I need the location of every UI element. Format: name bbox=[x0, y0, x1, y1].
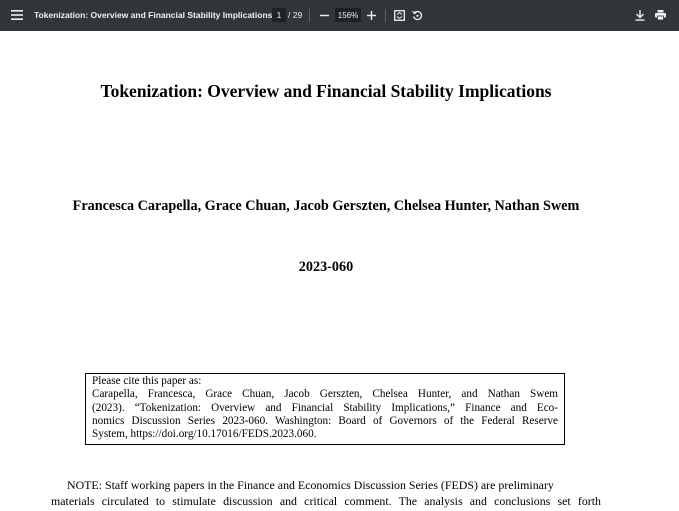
zoom-in-button[interactable] bbox=[364, 8, 378, 22]
feds-note bbox=[51, 477, 601, 509]
page-total: / 29 bbox=[288, 10, 303, 20]
divider bbox=[385, 9, 386, 22]
page-number-input[interactable] bbox=[272, 8, 286, 22]
print-button[interactable] bbox=[653, 8, 667, 22]
zoom-out-button[interactable] bbox=[317, 8, 331, 22]
citation-line: Carapella, Francesca, Grace Chuan, Jacob Gerszten, Chelsea Hunter, and Nathan Swem bbox=[92, 388, 558, 401]
plus-icon bbox=[367, 11, 376, 20]
rotate-icon bbox=[412, 10, 423, 21]
pdf-toolbar bbox=[0, 0, 679, 31]
document-title: Tokenization: Overview and Financial Stability Implications bbox=[34, 10, 273, 20]
paper-title: Tokenization: Overview and Financial Stability Implications bbox=[100, 81, 552, 101]
menu-icon bbox=[11, 10, 23, 20]
menu-button[interactable] bbox=[9, 7, 25, 23]
download-icon bbox=[635, 10, 645, 21]
minus-icon bbox=[320, 11, 329, 20]
fit-page-icon bbox=[394, 10, 405, 21]
divider bbox=[309, 9, 310, 22]
citation-line: Please cite this paper as: bbox=[92, 375, 202, 387]
note-line: materials circulated to stimulate discussion and critical comment. The analysis and conclusions set forth bbox=[51, 494, 601, 508]
fit-to-page-button[interactable] bbox=[392, 8, 406, 22]
zoom-level-input[interactable] bbox=[335, 8, 361, 22]
report-number: 2023-060 bbox=[298, 259, 354, 275]
citation-box bbox=[85, 373, 565, 445]
citation-line: System, https://doi.org/10.17016/FEDS.2023.060. bbox=[92, 428, 317, 441]
note-line: NOTE: Staff working papers in the Finance and Economics Discussion Series (FEDS) are preliminary bbox=[67, 478, 554, 492]
download-button[interactable] bbox=[633, 8, 647, 22]
pdf-page bbox=[0, 31, 679, 511]
citation-line: (2023). “Tokenization: Overview and Financial Stability Implications,” Finance and Eco- bbox=[92, 401, 558, 414]
paper-authors: Francesca Carapella, Grace Chuan, Jacob Gerszten, Chelsea Hunter, Nathan Swem bbox=[72, 198, 580, 214]
citation-line: nomics Discussion Series 2023-060. Washington: Board of Governors of the Federal Reserve bbox=[92, 414, 558, 427]
rotate-button[interactable] bbox=[410, 8, 424, 22]
print-icon bbox=[655, 10, 666, 20]
